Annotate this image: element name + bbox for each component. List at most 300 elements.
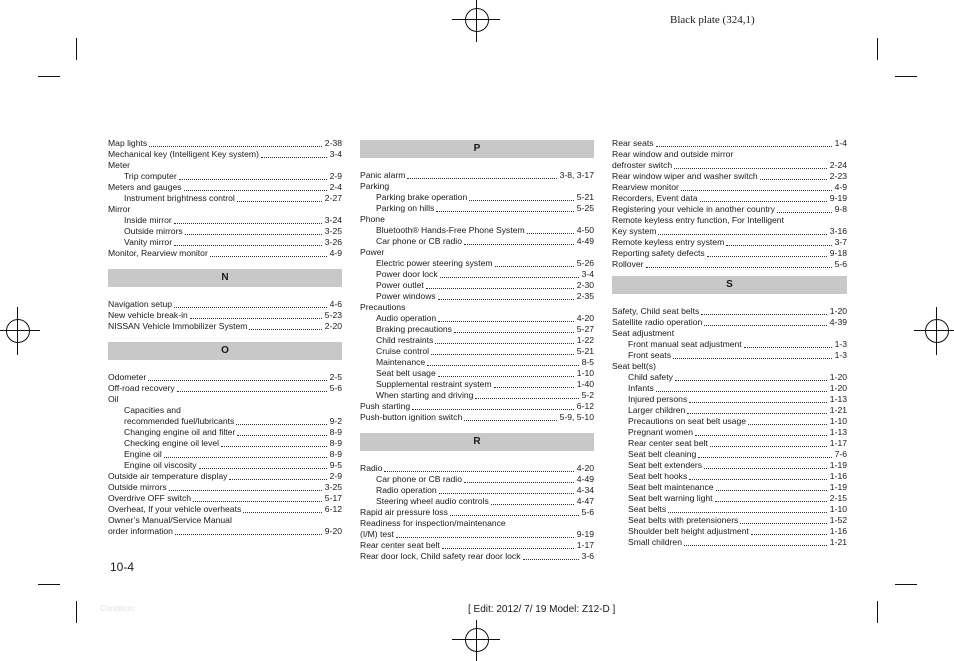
entry-page: 4-49 [576,474,594,484]
index-entry [360,324,594,335]
entry-page: 1-21 [829,537,847,547]
entry-page: 2-23 [829,171,847,181]
entry-text: Seat belt warning light [628,493,713,503]
index-entry [108,226,342,237]
entry-text: Rollover [612,259,644,269]
entry-text: recommended fuel/lubricants [124,416,235,426]
dot-leader [475,398,578,399]
index-entry [360,368,594,379]
entry-text: Front seats [628,350,671,360]
entry-text: Changing engine oil and filter [124,427,236,437]
entry-page: 2-5 [329,372,342,382]
dot-leader [464,420,556,421]
dot-leader [199,468,327,469]
dot-leader [427,365,578,366]
entry-text: Car phone or CB radio [376,236,462,246]
dot-leader [681,190,832,191]
index-heading: Owner’s Manual/Service Manual [108,515,232,525]
entry-page: 2-38 [324,138,342,148]
crop-mark-top-left-v [76,38,77,60]
dot-leader [439,493,574,494]
entry-text: Precautions on seat belt usage [628,416,747,426]
entry-page: 5-6 [581,507,594,517]
entry-page: 1-40 [576,379,594,389]
index-entry [612,471,847,482]
entry-text: Map lights [108,138,148,148]
crop-mark-bottom-left-v [76,601,77,623]
index-entry [360,225,594,236]
dot-leader [695,435,827,436]
entry-text: NISSAN Vehicle Immobilizer System [108,321,248,331]
entry-text: Car phone or CB radio [376,474,462,484]
dot-leader [237,435,326,436]
entry-text: Recorders, Event data [612,193,698,203]
entry-page: 1-10 [576,368,594,378]
entry-page: 5-6 [329,383,342,393]
index-entry [612,237,847,248]
entry-page: 3-26 [324,237,342,247]
section-letter-s: S [612,276,847,294]
index-entry [360,280,594,291]
dot-leader [751,534,827,535]
dot-leader [148,380,326,381]
entry-text: Rear center seat belt [628,438,708,448]
index-entry [612,416,847,427]
dot-leader [715,501,827,502]
dot-leader [210,256,327,257]
index-entry [108,248,342,259]
entry-text: Satellite radio operation [612,317,703,327]
index-entry [108,182,342,193]
index-entry [360,313,594,324]
entries-p [360,170,594,423]
index-entry [108,460,342,471]
section-letter-n: N [108,269,342,287]
entry-page: 8-9 [329,438,342,448]
index-entry [108,193,342,204]
index-entry [360,258,594,269]
dot-leader [169,490,322,491]
index-entry [612,193,847,204]
dot-leader [179,179,327,180]
index-entry [360,269,594,280]
dot-leader [149,146,322,147]
entry-text: Push-button ignition switch [360,412,463,422]
entry-text: Off-road recovery [108,383,175,393]
index-entry [108,383,342,394]
index-entry [108,526,342,537]
entries-s [612,306,847,548]
entry-text: Larger children [628,405,686,415]
index-entry [108,237,342,248]
entry-page: 1-13 [829,394,847,404]
index-entry [612,160,847,171]
dot-leader [668,512,827,513]
index-entry [612,504,847,515]
index-entry [108,504,342,515]
dot-leader [464,482,574,483]
dot-leader [184,190,327,191]
entry-text: Seat belt usage [376,368,436,378]
dot-leader [687,413,826,414]
entry-page: 3-25 [324,226,342,236]
entry-text: Safety, Child seat belts [612,306,700,316]
index-entry [360,236,594,247]
index-entry [108,449,342,460]
index-entry [612,204,847,215]
index-entry [612,537,847,548]
index-heading: Readiness for inspection/maintenance [360,518,506,528]
entry-page: 9-19 [829,193,847,203]
index-entry [612,438,847,449]
index-entry [108,493,342,504]
entry-text: Power windows [376,291,436,301]
entry-text: New vehicle break-in [108,310,188,320]
entry-page: 4-49 [576,236,594,246]
dot-leader [442,548,574,549]
entry-text: Rear door lock, Child safety rear door lock [360,551,521,561]
dot-leader [431,354,574,355]
entry-text: Supplemental restraint system [376,379,492,389]
index-column-1 [108,138,342,537]
entry-page: 3-16 [829,226,847,236]
dot-leader [698,457,831,458]
black-plate-label: Black plate (324,1) [670,14,755,26]
entry-text: Bluetooth® Hands-Free Phone System [376,225,525,235]
entry-page: 6-12 [324,504,342,514]
index-entry [108,299,342,310]
entry-text: Cruise control [376,346,430,356]
section-letter-r: R [360,433,594,451]
index-entry [108,438,342,449]
entries-o [108,372,342,537]
index-entry [612,526,847,537]
entry-text: Overheat, If your vehicle overheats [108,504,242,514]
entry-page: 4-50 [576,225,594,235]
dot-leader [495,266,574,267]
entry-page: 1-16 [829,471,847,481]
entry-page: 5-2 [581,390,594,400]
dot-leader [726,245,831,246]
dot-leader [440,277,579,278]
entry-text: Navigation setup [108,299,173,309]
entry-text: Seat belts [628,504,667,514]
entry-page: 5-17 [324,493,342,503]
entry-page: 9-8 [834,204,847,214]
index-entry [612,449,847,460]
entry-page: 1-52 [829,515,847,525]
index-entry [360,463,594,474]
entry-text: Audio operation [376,313,437,323]
entry-page: 1-17 [576,540,594,550]
crop-mark-bottom-right-v [877,601,878,623]
entries-r [360,463,594,562]
dot-leader [464,244,574,245]
dot-leader [748,424,827,425]
entry-page: 1-20 [829,372,847,382]
entry-text: Meters and gauges [108,182,182,192]
entry-text: Pregnant women [628,427,693,437]
entry-text: Key system [612,226,657,236]
entry-text: Seat belt maintenance [628,482,714,492]
entry-page: 3-8, 3-17 [559,170,594,180]
index-entry [360,474,594,485]
entry-page: 5-9, 5-10 [559,412,594,422]
entry-text: Monitor, Rearview monitor [108,248,208,258]
entry-page: 5-6 [834,259,847,269]
entry-page: 1-13 [829,427,847,437]
entry-text: Rear center seat belt [360,540,440,550]
entry-text: Remote keyless entry system [612,237,725,247]
dot-leader [494,387,574,388]
index-heading: Seat adjustment [612,328,675,338]
entry-page: 3-7 [834,237,847,247]
dot-leader [236,424,326,425]
index-heading: Mirror [108,204,131,214]
entry-page: 2-9 [329,471,342,481]
entry-page: 8-5 [581,357,594,367]
index-entry [108,138,342,149]
index-entry [108,310,342,321]
index-entry [612,427,847,438]
entry-page: 5-21 [576,346,594,356]
entry-text: Seat belt hooks [628,471,688,481]
entry-text: Mechanical key (Intelligent Key system) [108,149,259,159]
index-entry [360,496,594,507]
footer-condition: Condition: [100,604,137,613]
index-entry [360,170,594,181]
entry-page: 4-6 [329,299,342,309]
dot-leader [704,325,827,326]
dot-leader [658,234,826,235]
entry-text: (I/M) test [360,529,394,539]
entry-page: 1-3 [834,350,847,360]
index-entry [360,390,594,401]
entry-page: 4-39 [829,317,847,327]
dot-leader [407,178,556,179]
entries-m [108,138,342,259]
dot-leader [707,256,827,257]
dot-leader [744,347,832,348]
dot-leader [177,391,327,392]
dot-leader [646,267,832,268]
entry-page: 1-21 [829,405,847,415]
index-entry [612,405,847,416]
entry-page: 9-20 [324,526,342,536]
index-entry [108,471,342,482]
index-entry [108,482,342,493]
entries-r-continued [612,138,847,270]
index-entry [108,171,342,182]
entry-text: Front manual seat adjustment [628,339,742,349]
index-entry [360,412,594,423]
dot-leader [523,559,579,560]
entry-page: 1-22 [576,335,594,345]
entry-page: 9-2 [329,416,342,426]
entry-text: Registering your vehicle in another country [612,204,775,214]
entry-page: 4-9 [329,248,342,258]
dot-leader [454,332,574,333]
dot-leader [656,146,832,147]
dot-leader [243,512,322,513]
dot-leader [710,446,827,447]
entry-text: Instrument brightness control [124,193,235,203]
entry-text: Rear seats [612,138,654,148]
dot-leader [436,211,574,212]
index-entry [360,540,594,551]
dot-leader [249,329,321,330]
index-entry [612,394,847,405]
entry-text: When starting and driving [376,390,474,400]
index-heading: Rear window and outside mirror [612,149,734,159]
entry-page: 3-4 [581,269,594,279]
index-entry [360,507,594,518]
entries-n [108,299,342,332]
entry-page: 1-20 [829,383,847,393]
entry-page: 2-15 [829,493,847,503]
dot-leader [438,299,574,300]
entry-page: 4-9 [834,182,847,192]
index-entry [612,383,847,394]
dot-leader [740,523,826,524]
crop-mark-top-right-v [877,38,878,60]
entry-page: 2-27 [324,193,342,203]
entry-text: Radio operation [376,485,437,495]
entry-page: 2-20 [324,321,342,331]
dot-leader [164,457,327,458]
dot-leader [193,501,322,502]
entry-text: Outside mirrors [108,482,167,492]
dot-leader [438,376,574,377]
index-heading: Meter [108,160,130,170]
entry-text: Injured persons [628,394,688,404]
entry-page: 6-12 [576,401,594,411]
index-entry [612,515,847,526]
dot-leader [674,168,827,169]
entry-page: 3-25 [324,482,342,492]
index-entry [612,460,847,471]
entry-text: Inside mirror [124,215,172,225]
dot-leader [684,545,827,546]
index-column-2 [360,138,594,562]
dot-leader [237,201,322,202]
dot-leader [491,504,574,505]
dot-leader [689,402,827,403]
entry-text: Child safety [628,372,673,382]
entry-page: 1-10 [829,416,847,426]
dot-leader [190,318,322,319]
entry-page: 5-21 [576,192,594,202]
index-entry [360,379,594,390]
index-heading: Capacities and [124,405,181,415]
entry-page: 1-3 [834,339,847,349]
entry-text: Small children [628,537,682,547]
index-entry [360,529,594,540]
dot-leader [450,515,579,516]
entry-page: 1-19 [829,482,847,492]
index-entry [108,321,342,332]
index-entry [612,482,847,493]
entry-text: Parking brake operation [376,192,468,202]
entry-page: 9-18 [829,248,847,258]
entry-text: Vanity mirror [124,237,173,247]
index-heading: Phone [360,214,385,224]
dot-leader [701,314,827,315]
entry-text: Seat belt extenders [628,460,703,470]
dot-leader [261,157,327,158]
entry-text: Child restraints [376,335,434,345]
entry-page: 1-16 [829,526,847,536]
crop-mark-top-right-h [895,76,917,77]
entry-page: 4-34 [576,485,594,495]
entry-page: 4-20 [576,463,594,473]
dot-leader [174,245,322,246]
section-letter-o: O [108,342,342,360]
dot-leader [229,479,326,480]
dot-leader [175,534,322,535]
index-entry [612,317,847,328]
dot-leader [435,343,573,344]
entry-text: Rapid air pressure loss [360,507,448,517]
entry-text: Infants [628,383,654,393]
entry-page: 5-26 [576,258,594,268]
entry-text: Checking engine oil level [124,438,220,448]
entry-page: 3-4 [329,149,342,159]
dot-leader [716,490,827,491]
index-entry [612,226,847,237]
index-entry [612,171,847,182]
index-entry [360,357,594,368]
index-entry [612,259,847,270]
dot-leader [185,234,322,235]
index-entry [108,149,342,160]
index-heading: Parking [360,181,390,191]
index-entry [108,372,342,383]
dot-leader [174,307,327,308]
index-entry [360,203,594,214]
index-entry [360,192,594,203]
index-entry [612,372,847,383]
section-letter-p: P [360,140,594,158]
entry-text: Maintenance [376,357,426,367]
dot-leader [675,380,827,381]
dot-leader [396,537,574,538]
index-heading: Oil [108,394,119,404]
index-entry [108,427,342,438]
entry-page: 9-19 [576,529,594,539]
entry-page: 1-20 [829,306,847,316]
dot-leader [438,321,574,322]
entry-text: defroster switch [612,160,673,170]
index-entry [612,493,847,504]
index-entry [612,306,847,317]
crop-mark-bottom-left-h [38,584,60,585]
entry-text: Trip computer [124,171,177,181]
index-entry [360,346,594,357]
index-column-3 [612,138,847,548]
index-entry [108,416,342,427]
index-entry [108,215,342,226]
entry-page: 1-17 [829,438,847,448]
dot-leader [673,358,832,359]
entry-text: Power outlet [376,280,424,290]
entry-page: 4-47 [576,496,594,506]
dot-leader [760,179,827,180]
entry-text: Engine oil viscosity [124,460,197,470]
entry-page: 2-24 [829,160,847,170]
entry-text: Panic alarm [360,170,406,180]
dot-leader [700,201,827,202]
